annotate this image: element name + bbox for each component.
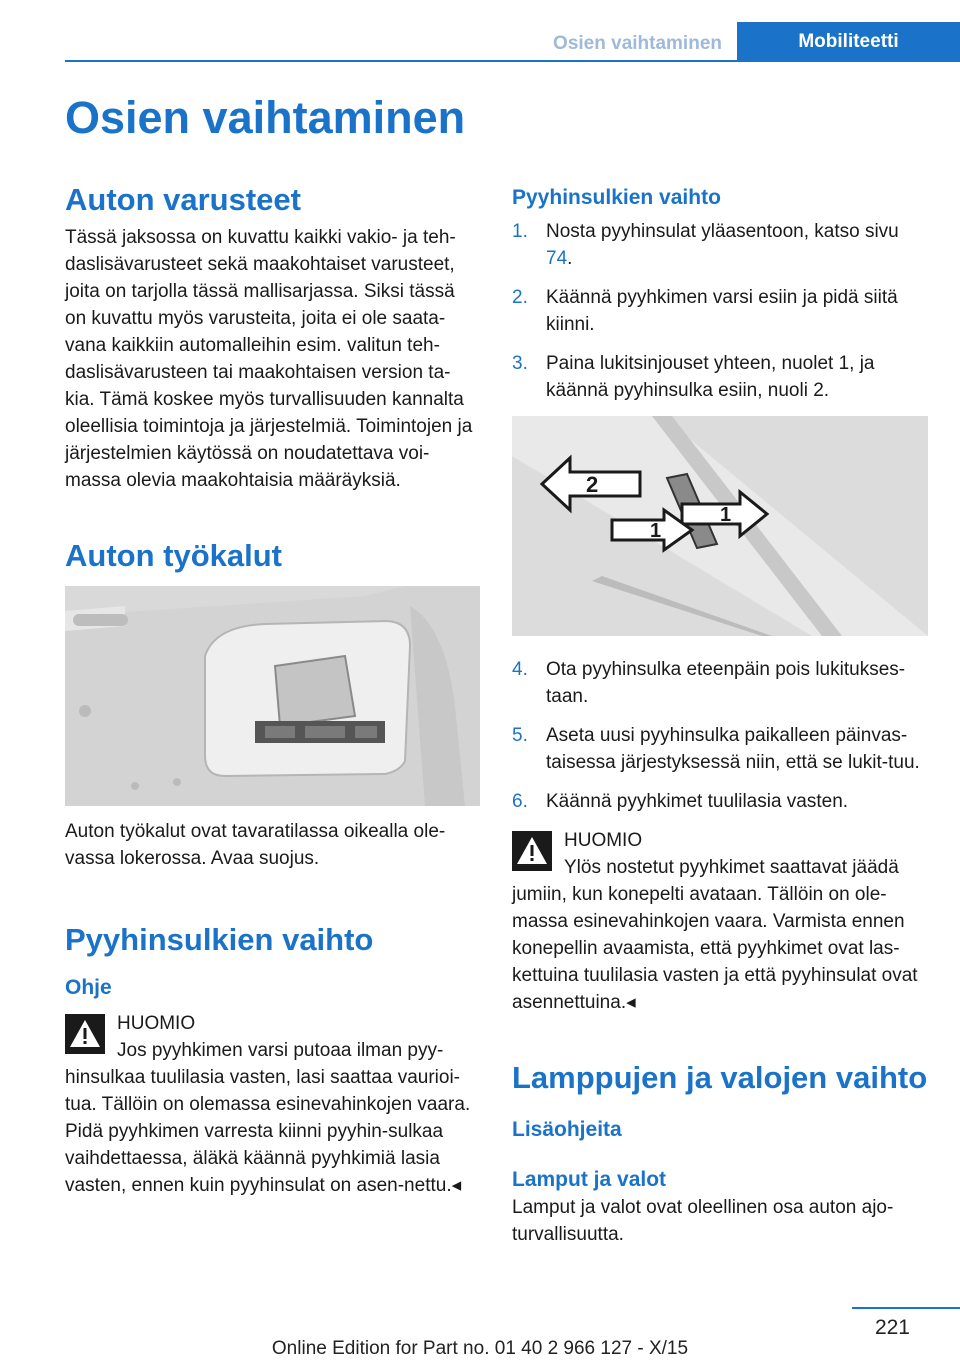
list-item [512,350,928,404]
edition-footer: Online Edition for Part no. 01 40 2 966 127 - X/15 [271,1338,689,1359]
step-text: Käännä pyyhkimet tuulilasia vasten. [546,791,849,812]
page-title: Osien vaihtaminen [65,92,466,143]
tools-heading: Auton työkalut [65,538,282,573]
wiper-figure [512,416,928,636]
list-item [512,788,928,815]
warning-block-right [512,827,928,1016]
lamps-subheading: Lamput ja valot [512,1168,667,1191]
step-text: Ota pyyhinsulka eteenpäin pois lukitukses-taan. [546,659,906,707]
list-item [512,218,928,272]
steps-list-a [512,218,928,404]
warning-label: HUOMIO [117,1013,196,1034]
steps-list-b [512,656,928,815]
left-column [65,180,480,1199]
step-text: Nosta pyyhinsulat yläasentoon, katso sivu [546,221,899,242]
warning-lead: Jos pyyhkimen varsi putoaa ilman pyy- [117,1040,444,1061]
wiper-subheading: Pyyhinsulkien vaihto [512,186,721,209]
warning-lead: Ylös nostetut pyyhkimet saattavat jäädä [564,857,899,878]
step-number: 1. [512,221,528,242]
equipment-text: Tässä jaksossa on kuvattu kaikki vakio- ja teh-daslisävarusteet sekä maakohtaiset varusteet, joita on tarjolla tässä mallisarjassa. Siksi tässä on kuvattu myös varusteita, joita ei ole saata-vana kaikkiin automalleihin esim. valitun teh-daslisävarusteen tai maakohtaisen version ta-kia. Tämä koskee myös turvallisuuden kannalta oleellisia toimintoja ja järjestelmiä. Toimintojen ja järjestelmien käytössä on noudatettava voi-massa olevia maakohtaisia määräyksiä. [65,227,473,491]
page-link[interactable]: 74 [546,248,568,269]
warning-text: jumiin, kun konepelti avataan. Tällöin on ole-massa esinevahinkojen vaara. Varmista ennen konepellin avaamista, että pyyhkimet ovat las-kettuina tuulilasia vasten ja että pyyhinsulat ovat asennettuina.◂ [512,884,918,1013]
step-text: Paina lukitsinjouset yhteen, nuolet 1, ja käännä pyyhinsulka esiin, nuoli 2. [546,353,875,401]
figure-label: 1 [650,520,662,542]
step-text-end: . [567,248,573,269]
warning-icon [512,831,552,871]
list-item [512,722,928,776]
tools-caption: Auton työkalut ovat tavaratilassa oikealla ole-vassa lokerossa. Avaa suojus. [65,821,446,869]
step-number: 3. [512,353,528,374]
step-number: 2. [512,287,528,308]
figure-label: 1 [720,504,732,526]
step-text: Aseta uusi pyyhinsulka paikalleen päinvas-taisessa järjestyksessä niin, että se lukit-tuu. [546,725,920,773]
step-text: Käännä pyyhkimen varsi esiin ja pidä siitä kiinni. [546,287,898,335]
warning-label: HUOMIO [564,830,643,851]
right-column [512,180,928,1248]
note-heading: Ohje [65,976,112,999]
tools-compartment-image [65,586,480,806]
step-number: 4. [512,659,528,680]
header-rule [65,60,960,62]
warning-block-left [65,1010,480,1199]
wiper-heading: Pyyhinsulkien vaihto [65,922,374,957]
warning-text: hinsulkaa tuulilasia vasten, lasi saattaa vaurioi-tua. Tällöin on olemassa esinevahinkojen vaara. Pidä pyyhkimen varresta kiinni pyyhin-sulkaa vaihdettaessa, äläkä käännä pyyhkimiä lasia vasten, ennen kuin pyyhinsulat on asen-nettu.◂ [65,1067,471,1196]
lamps-heading: Lamppujen ja valojen vaihto [512,1060,928,1095]
header-section-tab[interactable]: Osien vaihtaminen [553,33,722,54]
figure-label: 2 [586,472,599,497]
footer-rule [852,1307,960,1309]
step-number: 6. [512,791,528,812]
equipment-heading: Auton varusteet [65,182,301,217]
page-number: 221 [874,1316,910,1339]
step-number: 5. [512,725,528,746]
warning-icon [65,1014,105,1054]
list-item [512,284,928,338]
header-chapter-tab[interactable]: Mobiliteetti [737,22,960,62]
lamps-text: Lamput ja valot ovat oleellinen osa auton ajo-turvallisuutta. [512,1197,894,1245]
info-heading: Lisäohjeita [512,1118,622,1141]
list-item [512,656,928,710]
